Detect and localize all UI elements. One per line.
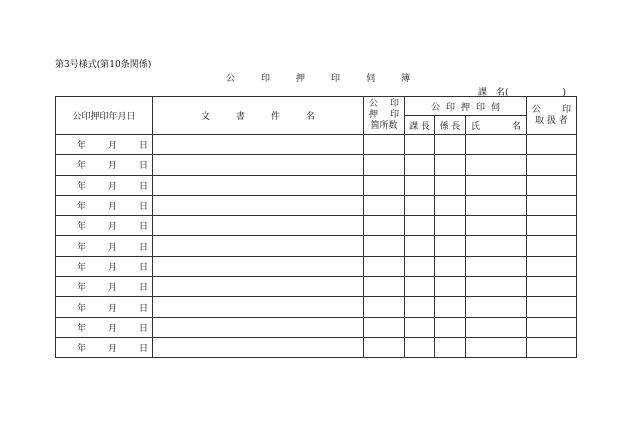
- name-cell[interactable]: [466, 256, 527, 276]
- date-month-label: 月: [107, 181, 117, 192]
- date-day-label: 日: [138, 344, 148, 355]
- subsection-chief-cell[interactable]: [435, 216, 466, 236]
- section-chief-cell[interactable]: [405, 155, 435, 175]
- date-month-label: 月: [107, 222, 117, 233]
- subsection-chief-cell[interactable]: [435, 337, 466, 357]
- handler-cell[interactable]: [527, 297, 577, 317]
- date-day-label: 日: [138, 303, 148, 314]
- date-month-label: 月: [107, 202, 117, 213]
- name-cell[interactable]: [466, 337, 527, 357]
- document-name-cell[interactable]: [153, 195, 364, 215]
- seal-ledger-table: [55, 96, 577, 358]
- date-day-label: 日: [138, 181, 148, 192]
- table-row: [56, 155, 577, 175]
- date-year-label: 年: [76, 283, 86, 294]
- date-year-label: 年: [76, 344, 86, 355]
- handler-cell[interactable]: [527, 317, 577, 337]
- form-number: 第3号様式(第10条関係): [55, 60, 152, 70]
- table-row: [56, 256, 577, 276]
- stamp-count-cell[interactable]: [364, 317, 405, 337]
- subsection-chief-cell[interactable]: [435, 297, 466, 317]
- header-count-char: 押: [369, 110, 379, 120]
- document-name-cell[interactable]: [153, 175, 364, 195]
- subsection-chief-cell[interactable]: [435, 155, 466, 175]
- section-chief-cell[interactable]: [405, 175, 435, 195]
- date-day-label: 日: [138, 283, 148, 294]
- header-seal-handler: [527, 97, 577, 135]
- page-title: [226, 71, 410, 84]
- document-name-cell[interactable]: [153, 135, 364, 155]
- section-chief-cell[interactable]: [405, 236, 435, 256]
- table-row: [56, 317, 577, 337]
- name-cell[interactable]: [466, 135, 527, 155]
- header-count-char: 公: [369, 99, 379, 109]
- section-chief-cell[interactable]: [405, 277, 435, 297]
- date-month-label: 月: [107, 303, 117, 314]
- date-cell[interactable]: [56, 337, 153, 357]
- date-year-label: 年: [76, 202, 86, 213]
- header-approval-char: 公: [430, 102, 440, 113]
- name-cell[interactable]: [466, 277, 527, 297]
- header-document-char: 件: [271, 112, 281, 122]
- date-day-label: 日: [138, 262, 148, 273]
- handler-cell[interactable]: [527, 277, 577, 297]
- handler-cell[interactable]: [527, 256, 577, 276]
- date-cell[interactable]: [56, 256, 153, 276]
- header-approval-char: 押: [460, 102, 470, 113]
- table-row: [56, 135, 577, 155]
- date-day-label: 日: [138, 202, 148, 213]
- document-name-cell[interactable]: [153, 256, 364, 276]
- name-cell[interactable]: [466, 236, 527, 256]
- subsection-chief-cell[interactable]: [435, 195, 466, 215]
- date-year-label: 年: [76, 161, 86, 172]
- date-day-label: 日: [138, 222, 148, 233]
- stamp-count-cell[interactable]: [364, 155, 405, 175]
- handler-cell[interactable]: [527, 337, 577, 357]
- table-row: [56, 297, 577, 317]
- section-close: ): [562, 88, 567, 98]
- date-cell[interactable]: [56, 297, 153, 317]
- handler-cell[interactable]: [527, 175, 577, 195]
- table-row: [56, 277, 577, 297]
- date-month-label: 月: [107, 242, 117, 253]
- title-char: 押: [296, 74, 306, 84]
- date-cell[interactable]: [56, 216, 153, 236]
- handler-cell[interactable]: [527, 155, 577, 175]
- date-year-label: 年: [76, 242, 86, 253]
- header-handler-char: 公: [532, 104, 542, 115]
- document-name-cell[interactable]: [153, 155, 364, 175]
- name-cell[interactable]: [466, 155, 527, 175]
- table-row: [56, 337, 577, 357]
- subsection-chief-cell[interactable]: [435, 175, 466, 195]
- stamp-count-cell[interactable]: [364, 135, 405, 155]
- header-approval-char: 印: [445, 102, 455, 113]
- section-chief-cell[interactable]: [405, 256, 435, 276]
- title-char: 簿: [401, 74, 411, 84]
- section-chief-cell[interactable]: [405, 216, 435, 236]
- subsection-chief-cell[interactable]: [435, 317, 466, 337]
- handler-cell[interactable]: [527, 216, 577, 236]
- document-name-cell[interactable]: [153, 337, 364, 357]
- document-name-cell[interactable]: [153, 236, 364, 256]
- date-month-label: 月: [107, 141, 117, 152]
- ledger-body: [56, 135, 577, 358]
- section-chief-cell[interactable]: [405, 297, 435, 317]
- section-chief-cell[interactable]: [405, 195, 435, 215]
- date-year-label: 年: [76, 222, 86, 233]
- date-year-label: 年: [76, 262, 86, 273]
- document-name-cell[interactable]: [153, 216, 364, 236]
- date-day-label: 日: [138, 161, 148, 172]
- section-chief-cell[interactable]: [405, 337, 435, 357]
- date-month-label: 月: [107, 161, 117, 172]
- header-count-char: 印: [389, 110, 399, 120]
- document-name-cell[interactable]: [153, 297, 364, 317]
- handler-cell[interactable]: [527, 195, 577, 215]
- name-cell[interactable]: [466, 317, 527, 337]
- section-chief-cell[interactable]: [405, 135, 435, 155]
- title-char: 伺: [366, 74, 376, 84]
- date-day-label: 日: [138, 141, 148, 152]
- header-section-chief: 課 長: [405, 116, 435, 135]
- stamp-count-cell[interactable]: [364, 175, 405, 195]
- date-year-label: 年: [76, 181, 86, 192]
- header-document-char: 文: [200, 112, 210, 122]
- header-approval-group: [405, 97, 527, 116]
- stamp-count-cell[interactable]: [364, 236, 405, 256]
- section-chief-cell[interactable]: [405, 317, 435, 337]
- subsection-chief-cell[interactable]: [435, 236, 466, 256]
- date-month-label: 月: [107, 323, 117, 334]
- header-approval-char: 伺: [491, 102, 501, 113]
- table-row: [56, 175, 577, 195]
- header-date: 公印押印年月日: [56, 97, 153, 135]
- date-cell[interactable]: [56, 175, 153, 195]
- header-name: [466, 116, 527, 135]
- name-cell[interactable]: [466, 175, 527, 195]
- date-year-label: 年: [76, 323, 86, 334]
- table-row: [56, 216, 577, 236]
- header-document-char: 名: [306, 112, 316, 122]
- date-year-label: 年: [76, 141, 86, 152]
- date-cell[interactable]: [56, 317, 153, 337]
- subsection-chief-cell[interactable]: [435, 256, 466, 276]
- name-cell[interactable]: [466, 195, 527, 215]
- name-cell[interactable]: [466, 216, 527, 236]
- stamp-count-cell[interactable]: [364, 277, 405, 297]
- header-document-name: [153, 97, 364, 135]
- date-month-label: 月: [107, 344, 117, 355]
- document-name-cell[interactable]: [153, 317, 364, 337]
- title-char: 印: [261, 74, 271, 84]
- stamp-count-cell[interactable]: [364, 216, 405, 236]
- date-cell[interactable]: [56, 155, 153, 175]
- date-day-label: 日: [138, 323, 148, 334]
- header-name-char: 氏: [471, 121, 481, 132]
- subsection-chief-cell[interactable]: [435, 277, 466, 297]
- title-char: 公: [226, 74, 236, 84]
- header-handler-line2: 取 扱 者: [535, 115, 568, 126]
- name-cell[interactable]: [466, 297, 527, 317]
- date-month-label: 月: [107, 262, 117, 273]
- subsection-chief-cell[interactable]: [435, 135, 466, 155]
- header-name-char: 名: [511, 121, 521, 132]
- header-approval-char: 印: [476, 102, 486, 113]
- date-cell[interactable]: [56, 195, 153, 215]
- table-row: [56, 236, 577, 256]
- document-name-cell[interactable]: [153, 277, 364, 297]
- stamp-count-cell[interactable]: [364, 337, 405, 357]
- title-char: 印: [331, 74, 341, 84]
- header-count-char: 印: [389, 99, 399, 109]
- date-year-label: 年: [76, 303, 86, 314]
- date-cell[interactable]: [56, 277, 153, 297]
- date-cell[interactable]: [56, 135, 153, 155]
- header-count-line3: 箇所数: [370, 121, 398, 131]
- table-row: [56, 195, 577, 215]
- stamp-count-cell[interactable]: [364, 195, 405, 215]
- handler-cell[interactable]: [527, 236, 577, 256]
- section-label: 課 名(: [478, 88, 509, 98]
- stamp-count-cell[interactable]: [364, 297, 405, 317]
- header-stamp-count: [364, 97, 405, 135]
- stamp-count-cell[interactable]: [364, 256, 405, 276]
- date-cell[interactable]: [56, 236, 153, 256]
- date-month-label: 月: [107, 283, 117, 294]
- header-document-char: 書: [235, 112, 245, 122]
- handler-cell[interactable]: [527, 135, 577, 155]
- header-handler-char: 印: [561, 104, 571, 115]
- date-day-label: 日: [138, 242, 148, 253]
- header-subsection-chief: 係 長: [435, 116, 466, 135]
